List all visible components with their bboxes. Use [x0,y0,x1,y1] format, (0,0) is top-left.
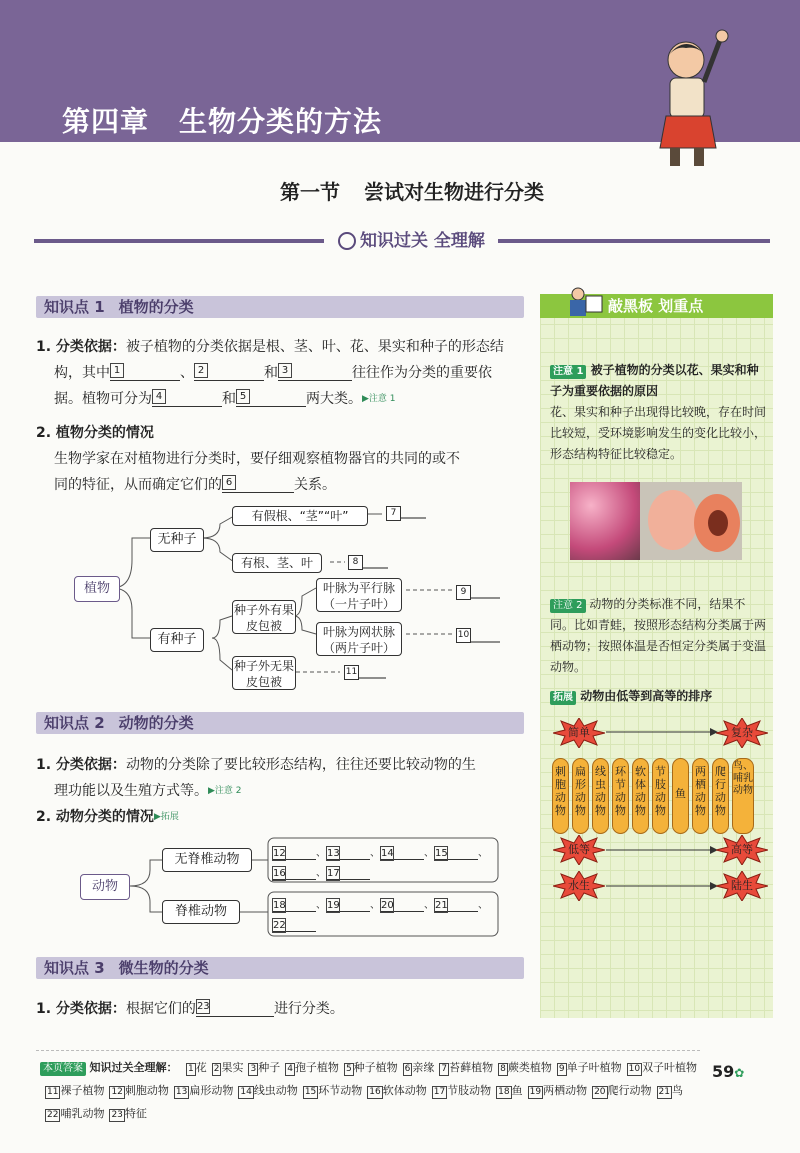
blank-5[interactable]: 5 [236,388,306,407]
complex-burst: 复杂 [716,718,768,748]
answer-text: 孢子植物 [294,1061,339,1074]
has-seed-node: 有种子 [150,628,204,652]
answer-number: 23 [111,1110,123,1120]
kp1-q2: 2. 植物分类的情况 生物学家在对植物进行分类时，要仔细观察植物器官的共同的或不 同的特征，从而确定它们的 6 关系。 [36,425,460,493]
land-burst: 陆生 [716,871,768,901]
knowledge-point-3-bar: 知识点 3 微生物的分类 [36,957,524,979]
answer-number: 17 [433,1087,446,1097]
blank-2[interactable]: 2 [194,362,264,381]
answer-text: 哺乳动物 [60,1107,105,1120]
footer-divider [36,1050,700,1051]
pill-annelid: 环节动物 [612,758,629,834]
real-root-node: 有根、茎、叶 [232,553,322,573]
vertebrate-node: 脊椎动物 [162,900,240,924]
blank-11[interactable]: 11 [344,665,359,680]
answer-text: 鱼 [511,1084,523,1097]
flower-fruit-photo [570,482,742,560]
blank-1[interactable]: 1 [110,362,180,381]
water-burst: 水生 [553,871,605,901]
answer-number: 7 [441,1064,448,1074]
answer-number: 9 [558,1064,565,1074]
knowledge-point-1-bar: 知识点 1 植物的分类 [36,296,524,318]
pill-amphibian: 两栖动物 [692,758,709,834]
teacher-icon [564,286,604,318]
reticulate-vein-node: 叶脉为网状脉（两片子叶） [316,622,402,656]
blank-23[interactable]: 23 [196,998,274,1017]
knowledge-banner: 知识过关 全理解 [34,228,770,254]
sprout-icon: ✿ [734,1066,745,1080]
no-seed-node: 无种子 [150,528,204,552]
seed-naked-node: 种子外无果皮包被 [232,656,296,690]
answer-number: 15 [304,1087,317,1097]
answer-number: 12 [111,1087,123,1097]
swirl-icon [338,232,356,250]
sidebar-note-2: 注意 2 动物的分类标准不同，结果不同。比如青蛙，按照形态结构分类属于两栖动物；按照体温是否恒定分类属于变温动物。 [550,597,767,674]
answer-text: 环节动物 [318,1084,363,1097]
answer-text: 鸟 [671,1084,683,1097]
note-link-1[interactable]: ▶注意 1 [362,394,396,404]
answer-number: 13 [175,1087,188,1097]
note-link-2[interactable]: ▶注意 2 [208,786,242,796]
answer-number: 4 [287,1064,293,1074]
answer-text: 爬行动物 [607,1084,652,1097]
kp2-q1: 1. 分类依据：动物的分类除了要比较形态结构，往往还要比较动物的生 理功能以及生殖方式等。▶注意 2 2. 动物分类的情况▶拓展 [36,757,476,825]
answer-text: 节肢动物 [447,1084,492,1097]
blank-9[interactable]: 9 [456,585,471,600]
sidebar-extension-title: 拓展 动物由低等到高等的排序 [550,686,768,707]
answer-text: 单子叶植物 [566,1061,622,1074]
pill-arthropod: 节肢动物 [652,758,669,834]
student-illustration [636,20,746,170]
answer-number: 21 [658,1087,670,1097]
pill-fish: 鱼 [672,758,689,834]
animal-root-node: 动物 [80,874,130,900]
answer-text: 种子植物 [353,1061,398,1074]
answer-number: 8 [500,1064,506,1074]
answer-number: 22 [47,1110,59,1120]
plant-root-node: 植物 [74,576,120,602]
pill-flatworm: 扁形动物 [572,758,589,834]
fake-root-node: 有假根、“茎”“叶” [232,506,368,526]
answer-text: 裸子植物 [60,1084,105,1097]
blank-7[interactable]: 7 [386,506,401,521]
pill-bird-mammal: 鸟、哺乳动物 [732,758,754,834]
answer-number: 5 [345,1064,352,1074]
pill-cnidaria: 刺胞动物 [552,758,569,834]
answer-text: 双子叶植物 [642,1061,698,1074]
sidebar-header: 敲黑板 划重点 [540,294,773,318]
section-title: 第一节 尝试对生物进行分类 [280,180,544,204]
chapter-title: 第四章 生物分类的方法 [62,105,383,138]
answer-number: 11 [47,1087,59,1097]
blank-8[interactable]: 8 [348,555,363,570]
answer-number: 3 [250,1064,257,1074]
kp1-q1: 1. 分类依据：被子植物的分类依据是根、茎、叶、花、果实和种子的形态结 构，其中 1 、 2 和 3 往往作为分类的重要依 据。植物可分为 4 和 5 两大类。▶注意 1 [36,339,504,407]
answer-text: 花 [195,1061,207,1074]
blank-6[interactable]: 6 [222,474,294,493]
answer-footer: 本页答案 知识过关全理解： 1 花 2 果实 3 种子 4 孢子植物 5 种子植物 6 亲缘 7 苔藓植物 8 蕨类植物 9 单子叶植物 10 双子叶植物11 裸子植物 12 刺胞动物 13 扁形动物 14 线虫动物 15 环节动物 16 软体动物 17 节肢动物 18 鱼 19 两栖动物 20 爬行动物 21 鸟22 哺乳动物 23 特征 [40,1056,700,1125]
seed-covered-node: 种子外有果皮包被 [232,600,296,634]
answer-number: 6 [404,1064,411,1074]
low-burst: 低等 [553,835,605,865]
blank-4[interactable]: 4 [152,388,222,407]
answer-text: 线虫动物 [253,1084,298,1097]
pill-nematode: 线虫动物 [592,758,609,834]
answer-text: 种子 [258,1061,281,1074]
answer-number: 14 [240,1087,252,1097]
kp3-q1: 1. 分类依据：根据它们的 23 进行分类。 [36,996,526,1022]
blank-10[interactable]: 10 [456,628,471,643]
sidebar-note-1: 注意 1 被子植物的分类以花、果实和种子为重要依据的原因 花、果实和种子出现得比较晚，存在时间比较短，受环境影响发生的变化比较小，形态结构特征比较稳定。 [550,363,767,461]
answer-text: 果实 [221,1061,244,1074]
answer-text: 特征 [124,1107,147,1120]
answer-number: 18 [498,1087,510,1097]
answer-number: 19 [529,1087,542,1097]
answer-number: 1 [188,1064,194,1074]
invertebrate-blanks: 12 、 13 、 14 、 15 、 16 、 17 [272,844,498,884]
answer-text: 软体动物 [382,1084,427,1097]
answer-text: 蕨类植物 [507,1061,552,1074]
page-number: 59✿ [712,1062,745,1081]
answer-text: 两栖动物 [543,1084,588,1097]
simple-burst: 简单 [553,718,605,748]
blank-3[interactable]: 3 [278,362,352,381]
invertebrate-node: 无脊椎动物 [162,848,252,872]
answer-text: 苔藓植物 [449,1061,494,1074]
parallel-vein-node: 叶脉为平行脉（一片子叶） [316,578,402,612]
knowledge-point-2-bar: 知识点 2 动物的分类 [36,712,524,734]
answer-text: 扁形动物 [189,1084,234,1097]
pill-reptile: 爬行动物 [712,758,729,834]
extension-link[interactable]: ▶拓展 [153,812,179,822]
vertebrate-blanks: 18 、 19 、 20 、 21 、 22 [272,896,498,936]
pill-mollusk: 软体动物 [632,758,649,834]
high-burst: 高等 [716,835,768,865]
answer-text: 刺胞动物 [124,1084,169,1097]
answer-number: 10 [628,1064,641,1074]
answer-number: 2 [213,1064,220,1074]
answer-number: 16 [369,1087,381,1097]
answer-text: 亲缘 [412,1061,435,1074]
answer-number: 20 [594,1087,606,1097]
